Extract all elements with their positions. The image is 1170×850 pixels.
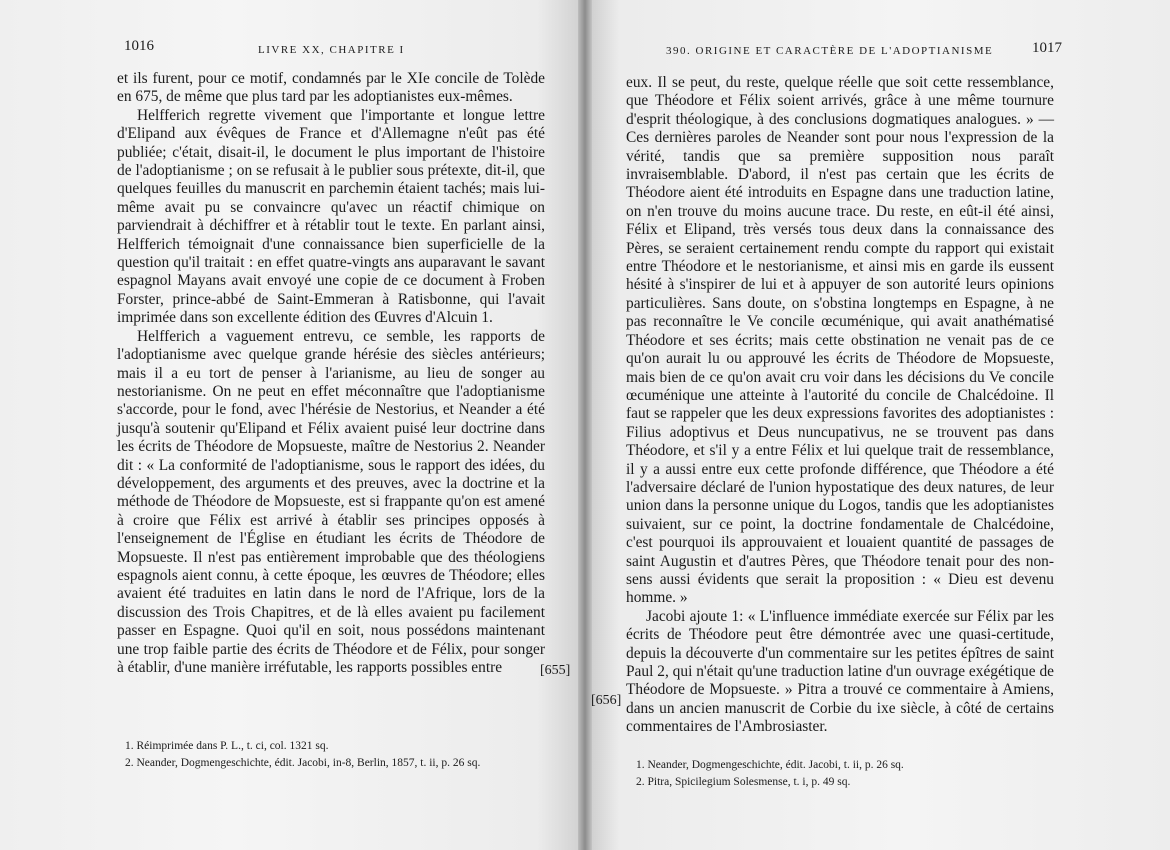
right-page-number: 1017 xyxy=(1032,40,1062,56)
left-footnotes xyxy=(117,738,541,772)
right-paragraph-1: eux. Il se peut, du reste, quelque réelle que soit cette ressemblance, que Théodore et Félix soient arrivés, grâce à une même tournure d'esprit théologique, à des conclusions dogmatiques analogues. » — Ces dernières paroles de Neander sont pour nous l'expression de la vérité, tandis que sa première supposition nous paraît invraisemblable. D'abord, il n'est pas certain que les écrits de Théodore aient été introduits en Espagne dans une traduction latine, on n'en trouve du moins aucune trace. Du reste, en eût-il été ainsi, Félix et Elipand, très versés tous deux dans la connaissance des Pères, se seraient certainement rendu compte du rapport qui existait entre Théodore et le nestorianisme, et ainsi mis en garde ils eussent hésité à s'inspirer de lui et à appuyer de son autorité leurs opinions particulières. Sans doute, on s'obstina longtemps en Espagne, à ne pas reconnaître le Ve concile œcuménique, qui avait anathématisé Théodore et ses écrits; mais cette obstination ne venait pas de ce qu'on aurait lu ou approuvé les écrits de Théodore de Mopsueste, mais bien de ce qu'on avait cru voir dans les décisions du Ve concile œcuménique une atteinte à l'autorité du concile de Chalcédoine. Il faut se rappeler que les deux expressions favorites des adoptianistes : Filius adoptivus et Deus nuncupativus, ne se trouvent pas dans Théodore, et s'il y a entre Félix et lui quelque trait de ressemblance, il y a aussi entre eux cette profonde différence, que Théodore a été l'adversaire déclaré de l'union hypostatique des deux natures, de leur union dans la personne unique du Logos, tandis que les adoptianistes suivaient, sur ce point, la doctrine fondamentale de Chalcédoine, c'est pourquoi ils approuvaient et louaient quantité de passages de saint Augustin et d'autres Pères, que Théodore tenait pour des non-sens aussi évidents que serait la proposition : « Dieu est devenu homme. » xyxy=(626,74,1054,607)
left-margin-reference: [655] xyxy=(540,663,571,678)
left-footnote-2: 2. Neander, Dogmengeschichte, édit. Jacobi, in-8, Berlin, 1857, t. ii, p. 26 sq. xyxy=(125,757,481,769)
right-footnote-2: 2. Pitra, Spicilegium Solesmense, t. i, p. 49 sq. xyxy=(636,776,851,788)
book-gutter xyxy=(578,0,592,850)
left-footnote-1: 1. Réimprimée dans P. L., t. ci, col. 1321 sq. xyxy=(125,740,329,752)
left-paragraph-1: et ils furent, pour ce motif, condamnés par le XIe concile de Tolède en 675, de même que plus tard par les adoptianistes eux-mêmes. xyxy=(117,70,545,106)
left-body-text xyxy=(117,70,545,677)
right-margin-reference: [656] xyxy=(591,693,622,708)
left-paragraph-2: Helfferich regrette vivement que l'importante et longue lettre d'Elipand aux évêques de France et d'Allemagne n'eût pas été publiée; c'était, disait-il, le document le plus important de l'histoire de l'adoptianisme ; on se refusait à le publier sous prétexte, dit-il, que quelques feuilles du manuscrit en parchemin étaient tachés; mais lui-même avait pu se convaincre qu'avec un réactif chimique on parviendrait à déchiffrer et à rétablir tout le texte. En parlant ainsi, Helfferich témoignait d'une connaissance bien superficielle de la question qu'il traitait : en effet quatre-vingts ans auparavant le savant espagnol Mayans avait envoyé une copie de ce document à Froben Forster, prince-abbé de Saint-Emmeran à Ratisbonne, qui l'avait imprimée dans son excellente édition des Œuvres d'Alcuin 1. xyxy=(117,106,545,327)
right-footnote-1: 1. Neander, Dogmengeschichte, édit. Jacobi, t. ii, p. 26 sq. xyxy=(636,759,904,771)
left-chapter-title: LIVRE XX, CHAPITRE I xyxy=(258,44,405,56)
left-page-number: 1016 xyxy=(124,38,154,54)
right-body-text xyxy=(626,74,1054,737)
right-chapter-title: 390. ORIGINE ET CARACTÈRE DE L'ADOPTIANISME xyxy=(666,45,994,57)
right-paragraph-2: Jacobi ajoute 1: « L'influence immédiate exercée sur Félix par les écrits de Théodore peut être démontrée avec une quasi-certitude, depuis la découverte d'un commentaire sur les petites épîtres de saint Paul 2, qui n'était qu'une traduction latine d'un ouvrage exégétique de Théodore de Mopsueste. » Pitra a trouvé ce commentaire à Amiens, dans un ancien manuscrit de Corbie du ixe siècle, à côté de certains commentaires de l'Ambrosiaster. xyxy=(626,607,1054,736)
left-paragraph-3: Helfferich a vaguement entrevu, ce semble, les rapports de l'adoptianisme avec quelque grande hérésie des siècles antérieurs; mais il a eu tort de penser à l'arianisme, au lieu de songer au nestorianisme. On ne peut en effet méconnaître que l'adoptianisme s'accorde, pour le fond, avec l'hérésie de Nestorius, et Neander a été jusqu'à soutenir qu'Elipand et Félix avaient puisé leur doctrine dans les écrits de Théodore de Mopsueste, maître de Nestorius 2. Neander dit : « La conformité de l'adoptianisme, sous le rapport des idées, du développement, des arguments et des preuves, avec la doctrine et la méthode de Théodore de Mopsueste, est si frappante qu'on est amené à croire que Félix est arrivé à établir ses principes opposés à l'enseignement de l'Église en étudiant les écrits de Théodore de Mopsueste. Il n'est pas entièrement improbable que des théologiens espagnols aient connu, à cette époque, les œuvres de Théodore; elles avaient été traduites en latin dans le nord de l'Afrique, lors de la discussion des Trois Chapitres, et de là elles avaient pu facilement passer en Espagne. Quoi qu'il en soit, nous possédons maintenant une trop faible partie des écrits de Théodore et de Félix, pour songer à établir, d'une manière irréfutable, les rapports possibles entre xyxy=(117,327,545,676)
right-footnotes xyxy=(636,757,1046,791)
